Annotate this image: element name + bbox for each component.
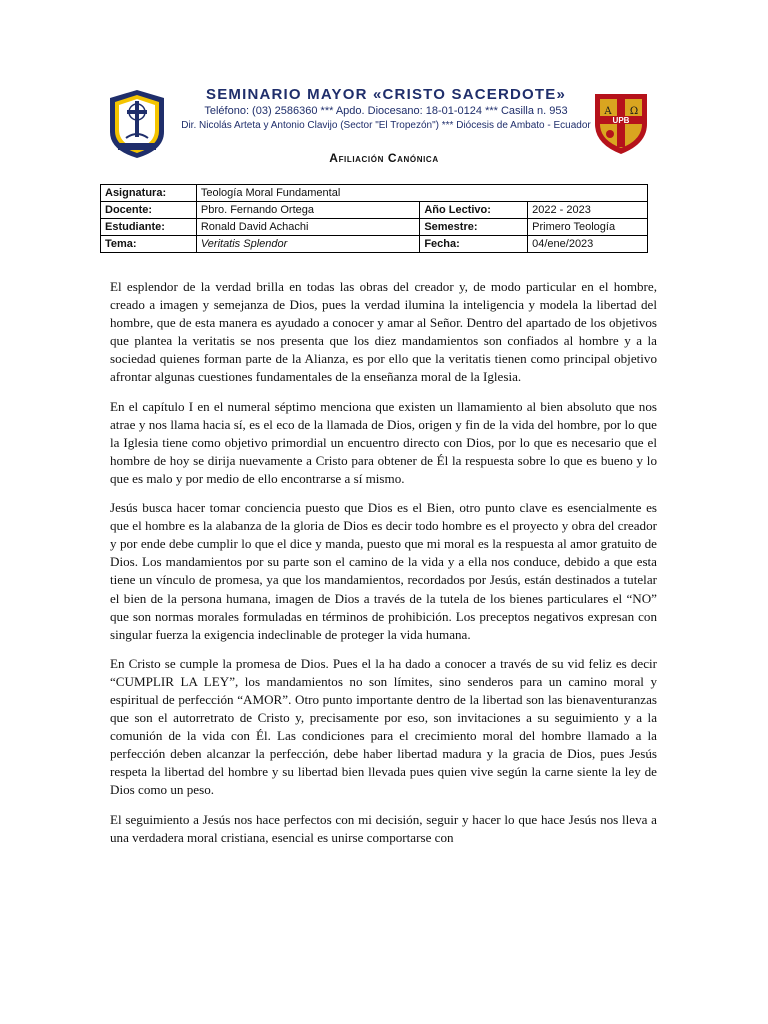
seminary-crest-logo <box>106 88 168 160</box>
institution-name: SEMINARIO MAYOR «CRISTO SACERDOTE» <box>205 86 567 103</box>
body-paragraph: En el capítulo I en el numeral séptimo menciona que existen un llamamiento al bien absoluto que nos atrae y nos llama hacia sí, es el eco de la llamada de Dios, origen y fin de la vida del hombre, por lo que la Iglesia tiene como objetivo primordial un encuentro directo con Dios, por lo que es necesario que el hombre de hoy se dirija nuevamente a Cristo para obtener de Él la respuesta sobre lo que es bueno y lo que es malo y por medio de ello encontrarse a sí mismo. <box>110 398 657 486</box>
table-label: Asignatura: <box>101 185 197 202</box>
table-label: Tema: <box>101 236 197 253</box>
table-label: Estudiante: <box>101 219 197 236</box>
table-value: 2022 - 2023 <box>528 202 648 219</box>
table-row <box>101 202 648 219</box>
body-paragraph: El seguimiento a Jesús nos hace perfectos con mi decisión, seguir y hacer lo que hace Jesús nos lleva a una verdadera moral cristiana, esencial es unirse comportarse con <box>110 811 657 845</box>
document-title: Afiliación Canónica <box>329 151 439 165</box>
body-paragraph: Jesús busca hacer tomar conciencia puesto que Dios es el Bien, otro punto clave es esencialmente es que el hombre es la alabanza de la gloria de Dios es decir todo hombre es el proyecto y obra del creador y por ende debe cumplir lo que el dice y manda, puesto que mi moral es la respuesta al amor gratuito de Dios. Los mandamientos por su parte son el camino de la vida y a ella nos conduce, debido a que esta tiene un vínculo de promesa, ya que los mandamientos, recordados por Jesús, están destinados a tutelar el bien de la persona humana, imagen de Dios a través de la tutela de los bienes particulares el “NO” que son normas morales formuladas en términos de prohibición. Los preceptos negativos expresan con singular fuerza la exigencia indeclinable de proteger la vida humana. <box>110 500 657 642</box>
table-label: Semestre: <box>420 219 528 236</box>
body-paragraph: El esplendor de la verdad brilla en todas las obras del creador y, de modo particular en el hombre, creado a imagen y semejanza de Dios, pues la verdad ilumina la inteligencia y modela la libertad del hombre, que de esta manera es ayudado a conocer y amar al Señor. Dentro del apartado de los objetivos que plantea la veritatis se nos presenta que los diez mandamientos son confiados al hombre y a la sociedad quienes forman parte de la Alianza, es por ello que la veritatis tienen como principal objetivo afrontar algunas cuestiones fundamentales de la enseñanza moral de la Iglesia. <box>110 279 657 385</box>
upb-shield-logo <box>592 90 650 156</box>
table-value: Primero Teología <box>528 219 648 236</box>
essay-body <box>110 278 657 858</box>
table-row <box>101 219 648 236</box>
table-value: 04/ene/2023 <box>528 236 648 253</box>
address-line: Dir. Nicolás Arteta y Antonio Clavijo (Sector "El Tropezón") *** Diócesis de Ambato - Ecuador <box>181 120 591 131</box>
table-value: Teología Moral Fundamental <box>196 185 647 202</box>
course-info-table <box>100 184 648 253</box>
body-paragraph: En Cristo se cumple la promesa de Dios. Pues el la ha dado a conocer a través de su vid feliz es decir “CUMPLIR LA LEY”, los mandamientos no son límites, sino senderos para un camino moral y espiritual de perfección “AMOR”. Otro punto importante dentro de la libertad son las bienaventuranzas que son el autorretrato de Cristo y, precisamente por eso, son invitaciones a su seguimiento y a la comunión de la vida con Él. Las condiciones para el crecimiento moral del hombre llamado a la perfección deben alcanzar la perfección, debe haber libertad madura y la gracia de Dios, pues Jesús respeta la libertad del hombre y su libertad bien llevada pues quien vive según la carne siente la ley de Dios como un peso. <box>110 655 657 798</box>
table-value: Pbro. Fernando Ortega <box>196 202 419 219</box>
table-label: Docente: <box>101 202 197 219</box>
table-label: Año Lectivo: <box>420 202 528 219</box>
table-row <box>101 185 648 202</box>
table-label: Fecha: <box>420 236 528 253</box>
table-value: Veritatis Splendor <box>196 236 419 253</box>
alpha-glyph: Α <box>604 106 612 117</box>
contact-line: Teléfono: (03) 2586360 *** Apdo. Diocesano: 18-01-0124 *** Casilla n. 953 <box>204 105 568 117</box>
upb-logo-text: UPB <box>612 116 630 125</box>
table-value: Ronald David Achachi <box>196 219 419 236</box>
omega-glyph: Ω <box>629 106 639 117</box>
table-row <box>101 236 648 253</box>
